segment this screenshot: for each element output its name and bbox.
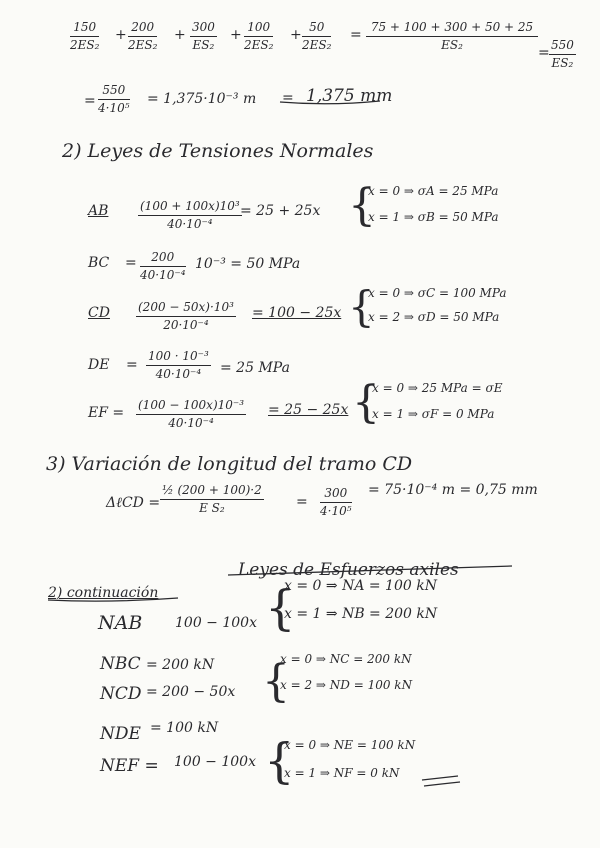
denominator: 4·10⁵ — [98, 101, 130, 115]
ncd-expression: = 200 − 50x — [146, 684, 236, 700]
nbc-expression: = 200 kN — [146, 657, 215, 673]
label-nab: NAB — [98, 612, 143, 634]
numerator: (200 − 50x)·10³ — [136, 300, 236, 317]
plus-sign: + — [174, 27, 186, 43]
numerator: 200 — [140, 250, 186, 267]
nef-expression: 100 − 100x — [174, 754, 256, 770]
nab-expression: 100 − 100x — [175, 615, 257, 631]
numerator: 50 — [302, 20, 331, 37]
numerator: 100 · 10⁻³ — [146, 349, 211, 366]
brace-cd: { — [348, 282, 375, 331]
denominator: 40·10⁻⁴ — [167, 217, 213, 231]
plus-sign: + — [230, 27, 242, 43]
cd-case-1: x = 0 ⇒ σC = 100 MPa — [368, 286, 507, 300]
numerator: (100 − 100x)10⁻³ — [136, 398, 246, 415]
denominator: 4·10⁵ — [320, 504, 352, 518]
segment-label-bc: BC — [88, 255, 110, 271]
numerator: 200 — [128, 20, 157, 37]
ef-case-1: x = 0 ⇒ 25 MPa = σE — [372, 381, 503, 395]
equals-sign: = — [126, 357, 138, 373]
cd-case-2: x = 2 ⇒ σD = 50 MPa — [368, 310, 500, 324]
numerator: 300 — [320, 486, 352, 503]
denominator: 2ES₂ — [244, 38, 274, 52]
denominator: ES₂ — [192, 38, 215, 52]
numerator: 300 — [190, 20, 217, 37]
denominator: ES₂ — [441, 38, 463, 52]
denominator: ES₂ — [551, 56, 574, 70]
de-result: = 25 MPa — [220, 360, 290, 376]
continuation-underline — [48, 598, 178, 601]
section-4-title: Leyes de Esfuerzos axiles — [238, 560, 459, 580]
denominator: 40·10⁻⁴ — [168, 416, 214, 430]
nef-case-1: x = 0 ⇒ NE = 100 kN — [284, 738, 416, 752]
denominator: 2ES₂ — [70, 38, 100, 52]
brace-nab: { — [265, 580, 296, 636]
numerator: 550 — [549, 38, 576, 55]
final-underline-1 — [422, 776, 458, 780]
section-3-title: 3) Variación de longitud del tramo CD — [46, 453, 413, 475]
segment-label-ab: AB — [88, 203, 109, 219]
numerator: (100 + 100x)10³ — [138, 199, 242, 216]
brace-ncd: { — [262, 656, 290, 707]
ef-result: = 25 − 25x — [268, 402, 349, 418]
final-underline-2 — [424, 782, 460, 786]
equals-sign: = — [350, 27, 362, 43]
plus-sign: + — [115, 27, 127, 43]
delta-l-result: = 75·10⁻⁴ m = 0,75 mm — [368, 482, 538, 498]
cd-result: = 100 − 25x — [252, 305, 342, 321]
ncd-case-2: x = 2 ⇒ ND = 100 kN — [280, 678, 413, 692]
ab-case-2: x = 1 ⇒ σB = 50 MPa — [368, 210, 499, 224]
ef-case-2: x = 1 ⇒ σF = 0 MPa — [372, 407, 495, 421]
section-4-title-underline — [228, 566, 512, 575]
result-intermediate: = 1,375·10⁻³ m — [147, 91, 257, 107]
denominator: E S₂ — [199, 501, 225, 515]
denominator: 40·10⁻⁴ — [155, 367, 202, 381]
equals-sign: = — [296, 494, 308, 510]
bc-result: 10⁻³ = 50 MPa — [195, 256, 301, 272]
label-nef: NEF = — [100, 756, 159, 776]
result-underline — [280, 101, 380, 104]
numerator: ½ (200 + 100)·2 — [160, 483, 264, 500]
numerator: 550 — [98, 83, 130, 100]
nab-case-2: x = 1 ⇒ NB = 200 kN — [284, 606, 438, 622]
continuation-label: 2) continuación — [48, 585, 159, 601]
segment-label-ef: EF = — [88, 405, 125, 421]
section-2-title: 2) Leyes de Tensiones Normales — [62, 140, 374, 162]
label-nde: NDE — [100, 724, 141, 744]
denominator: 40·10⁻⁴ — [140, 268, 186, 282]
result-final: 1,375 mm — [306, 86, 393, 106]
equals-sign: = — [84, 93, 96, 109]
segment-label-cd: CD — [88, 305, 110, 321]
brace-nef: { — [264, 733, 295, 789]
ab-result: = 25 + 25x — [240, 203, 321, 219]
equals-sign: = — [538, 45, 550, 61]
brace-ef: { — [352, 377, 380, 428]
plus-sign: + — [290, 27, 302, 43]
equals-sign: = — [282, 90, 294, 106]
numerator: 100 — [244, 20, 273, 37]
brace-ab: { — [348, 180, 376, 231]
numerator: 150 — [70, 20, 99, 37]
delta-l-label: ΔℓCD = — [106, 495, 161, 511]
segment-label-de: DE — [88, 357, 110, 373]
denominator: 2ES₂ — [128, 38, 158, 52]
denominator: 20·10⁻⁴ — [163, 318, 209, 332]
numerator: 75 + 100 + 300 + 50 + 25 — [366, 20, 538, 37]
nab-case-1: x = 0 ⇒ NA = 100 kN — [284, 578, 437, 594]
equals-sign: = — [125, 255, 137, 271]
nef-case-2: x = 1 ⇒ NF = 0 kN — [284, 766, 400, 780]
denominator: 2ES₂ — [302, 38, 332, 52]
label-nbc: NBC — [100, 654, 141, 674]
label-ncd: NCD — [100, 684, 142, 704]
ab-case-1: x = 0 ⇒ σA = 25 MPa — [368, 184, 499, 198]
nde-expression: = 100 kN — [150, 720, 219, 736]
ncd-case-1: x = 0 ⇒ NC = 200 kN — [280, 652, 412, 666]
